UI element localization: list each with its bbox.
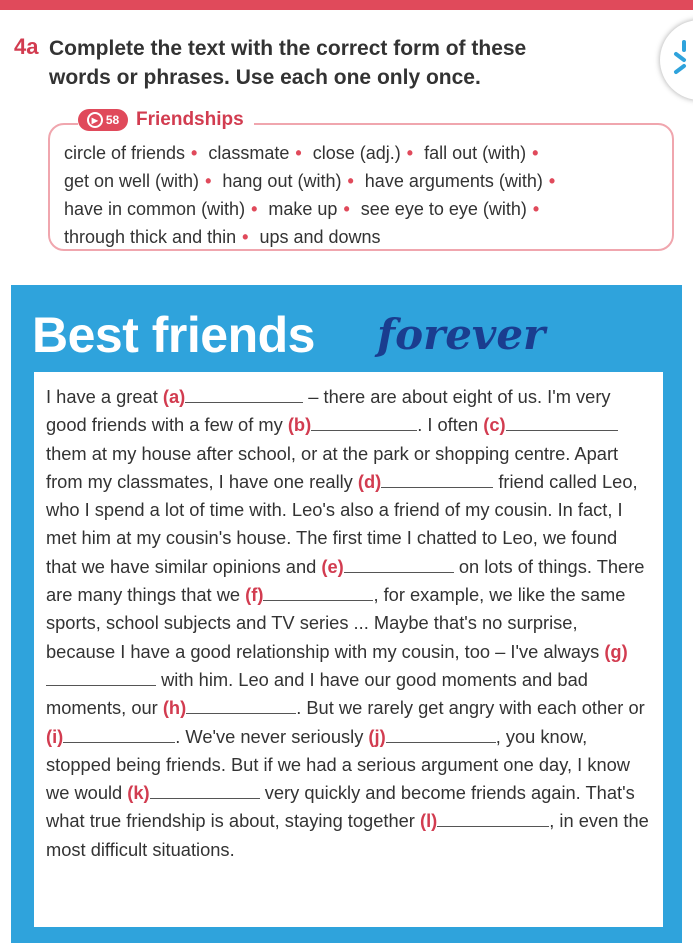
text-segment: . I often	[417, 414, 484, 436]
gap-label-j: (j)	[368, 725, 386, 747]
text-segment: – there are about eight of us. I'm very good friends with a few of my	[46, 386, 611, 436]
bullet-dot: •	[532, 199, 540, 219]
article-title: Best friends	[32, 307, 315, 363]
top-accent-bar	[0, 0, 693, 10]
gap-j-blank[interactable]	[386, 728, 496, 743]
vocab-word: close (adj.)	[312, 143, 401, 163]
vocab-word: have arguments (with)	[364, 171, 543, 191]
text-segment: . We've never seriously	[175, 725, 369, 747]
text-segment: very quickly and become friends again. That's what true friendship is about, staying together	[46, 782, 635, 832]
gap-d-blank[interactable]	[381, 473, 493, 488]
gap-e-blank[interactable]	[344, 558, 454, 573]
vocab-word: through thick and thin	[64, 227, 237, 247]
instruction-line-1: Complete the text with the correct form of these	[49, 37, 527, 60]
bullet-dot: •	[205, 171, 212, 191]
bullet-dot: •	[251, 199, 258, 219]
vocab-word: see eye to eye (with)	[360, 199, 527, 219]
vocabulary-title: Friendships	[136, 109, 244, 130]
gap-label-f: (f)	[245, 584, 264, 606]
vocab-word: have in common (with)	[64, 199, 246, 219]
vocab-track-number: 58	[105, 113, 120, 127]
gap-l-blank[interactable]	[437, 812, 549, 827]
gap-label-l: (l)	[419, 810, 438, 832]
text-segment: I have a great	[46, 386, 163, 407]
vocab-word: make up	[268, 199, 338, 219]
gap-label-c: (c)	[483, 414, 506, 436]
gap-label-i: (i)	[46, 725, 64, 747]
gap-label-a: (a)	[162, 386, 186, 407]
gap-c-blank[interactable]	[506, 416, 618, 431]
audio-track-badge[interactable]	[660, 20, 693, 100]
vocab-word: get on well (with)	[64, 171, 200, 191]
bullet-dot: •	[191, 143, 198, 163]
audio-vocab-icon[interactable]	[78, 109, 128, 131]
play-icon: ▶	[87, 112, 103, 128]
exercise-instruction	[49, 34, 609, 92]
vocab-word: fall out (with)	[424, 143, 527, 163]
bullet-dot: •	[343, 199, 350, 219]
gap-k-blank[interactable]	[150, 784, 260, 799]
text-segment: on lots of things. There are many things that we	[46, 555, 645, 606]
vocab-word: classmate	[208, 143, 290, 163]
text-segment: , you know, stopped being friends. But if we had a serious argument one day, I know we would	[46, 725, 630, 804]
vocab-word: hang out (with)	[222, 171, 342, 191]
gap-label-h: (h)	[162, 697, 187, 719]
text-segment: them at my house after school, or at the park or shopping centre. Apart from my classmates, I have one really	[46, 442, 619, 492]
gap-label-d: (d)	[357, 470, 382, 492]
text-segment: . But we rarely get angry with each other or	[296, 697, 645, 719]
gap-label-e: (e)	[321, 555, 344, 577]
bullet-dot: •	[406, 143, 414, 163]
vocabulary-header	[78, 107, 254, 133]
gap-i-blank[interactable]	[63, 728, 175, 743]
gap-b-blank[interactable]	[311, 416, 417, 431]
gap-h-blank[interactable]	[186, 699, 296, 714]
gap-g-blank[interactable]	[46, 671, 156, 686]
text-segment: , for example, we like the same sports, school subjects and TV series ... Maybe that's no surprise, because I have a good relationship with my cousin, too – I've always	[46, 584, 626, 662]
vocab-word: circle of friends	[64, 143, 186, 163]
vocabulary-word-list	[64, 139, 669, 251]
exercise-number: 4a	[14, 34, 39, 59]
gap-a-blank[interactable]	[185, 388, 303, 403]
article-title-script: forever	[377, 310, 546, 359]
article-body	[46, 383, 651, 864]
sound-wave-icon	[672, 40, 693, 80]
gap-label-k: (k)	[127, 782, 150, 804]
bullet-dot: •	[532, 143, 539, 163]
bullet-dot: •	[548, 171, 556, 191]
text-segment: with him. Leo and I have our good moments and bad moments, our	[46, 668, 588, 719]
instruction-line-2: words or phrases. Use each one only once.	[49, 66, 481, 89]
gap-label-b: (b)	[287, 414, 312, 436]
text-segment: friend called Leo, who I spend a lot of time with. Leo's also a friend of my cousin. In fact, I met him at my cousin's house. The first time I chatted to Leo, we found that we have similar opinions and	[46, 470, 638, 577]
bullet-dot: •	[347, 171, 354, 191]
gap-f-blank[interactable]	[263, 586, 373, 601]
gap-label-g: (g)	[604, 640, 628, 662]
text-segment: , in even the most difficult situations.	[46, 810, 649, 860]
vocab-word: ups and downs	[259, 227, 381, 247]
bullet-dot: •	[242, 227, 249, 247]
bullet-dot: •	[295, 143, 302, 163]
